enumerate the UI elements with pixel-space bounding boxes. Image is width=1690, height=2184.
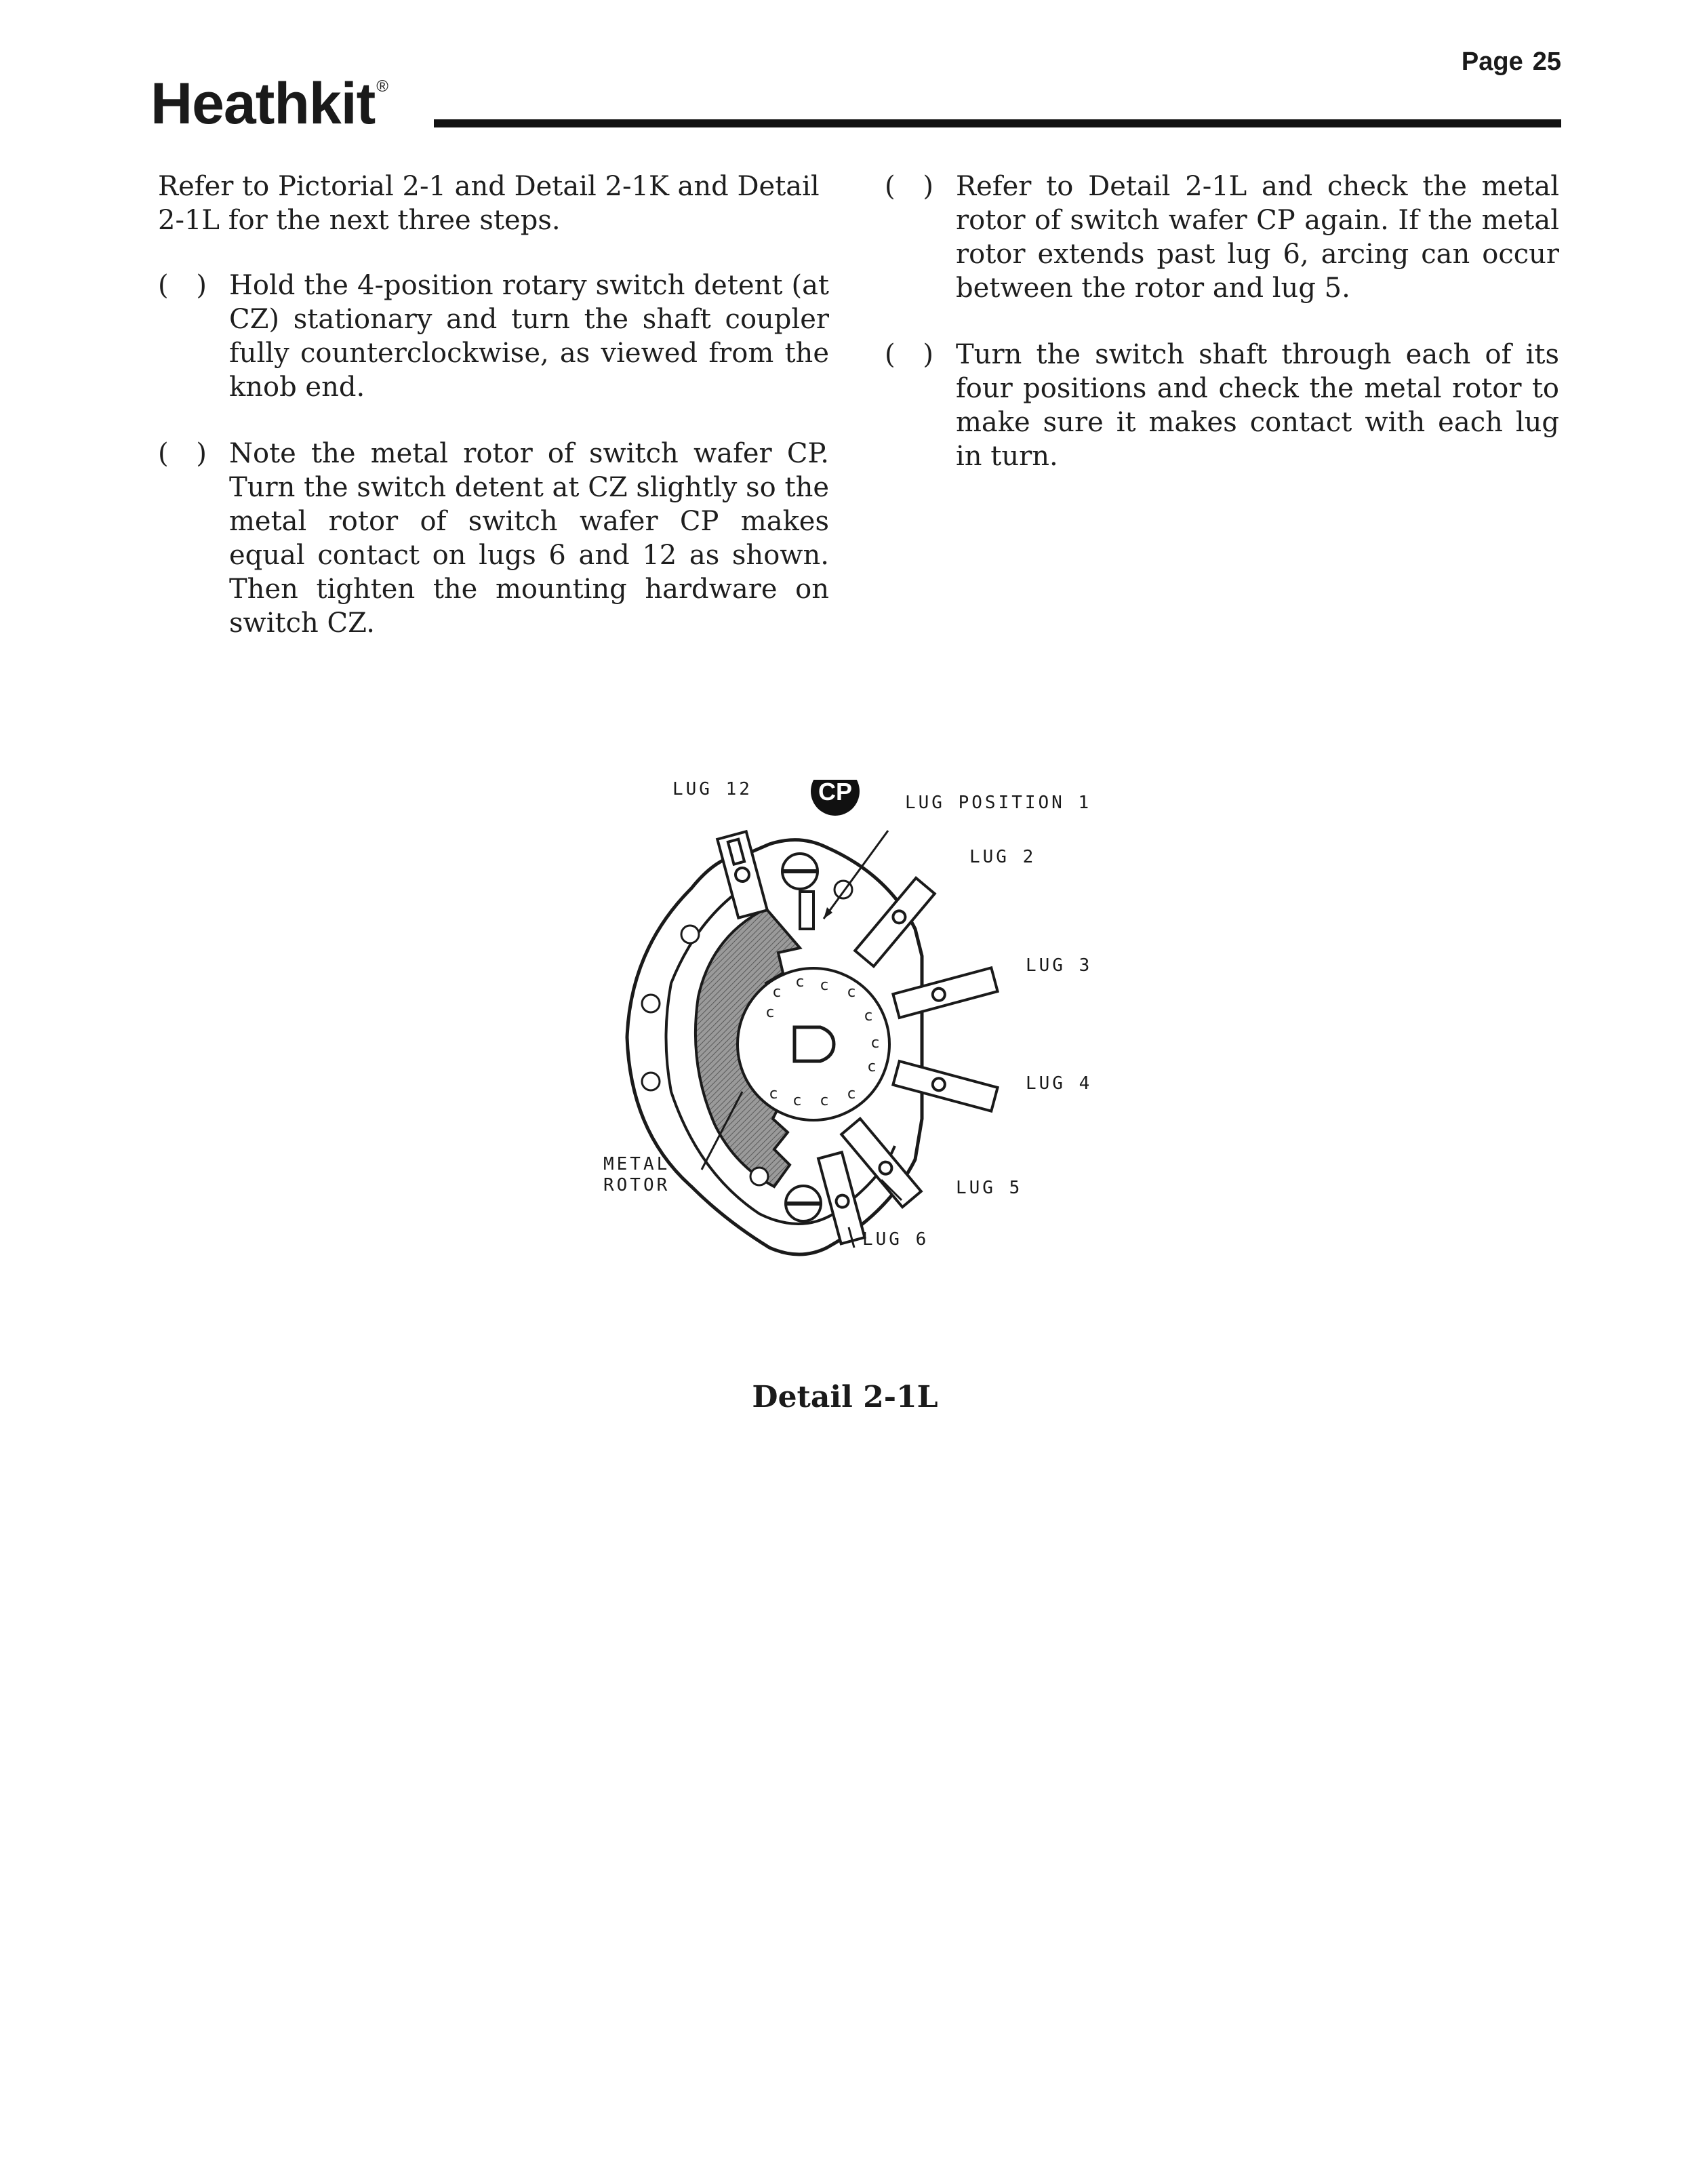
label-lug-6: LUG 6 bbox=[862, 1229, 929, 1250]
switch-wafer-figure bbox=[597, 780, 1139, 1295]
step-checkbox[interactable]: ( ) bbox=[158, 438, 216, 469]
svg-text:c: c bbox=[820, 977, 829, 994]
label-lug-2: LUG 2 bbox=[969, 847, 1037, 867]
header-rule bbox=[434, 119, 1561, 127]
brand-name: Heathkit bbox=[150, 71, 376, 136]
step-hold-detent bbox=[158, 269, 829, 404]
svg-text:c: c bbox=[847, 984, 856, 1001]
switch-wafer-drawing bbox=[597, 780, 1139, 1295]
label-rotor: ROTOR bbox=[603, 1175, 670, 1195]
page-label: Page bbox=[1461, 47, 1523, 76]
label-lug-3: LUG 3 bbox=[1026, 955, 1093, 976]
lug-4 bbox=[893, 1061, 997, 1111]
mount-screw-bottom bbox=[786, 1186, 821, 1221]
step-text: Note the metal rotor of switch wafer CP. Turn the switch detent at CZ slightly so the metal rotor of switch wafer CP makes equal contact on lugs 6 and 12 as shown. Then tighten the mounting hardware on switch CZ. bbox=[229, 438, 829, 639]
label-lug-position-1: LUG POSITION 1 bbox=[905, 793, 1092, 813]
step-turn-shaft bbox=[885, 338, 1559, 473]
lug-3 bbox=[893, 968, 997, 1018]
figure-caption: Detail 2-1L bbox=[752, 1380, 938, 1414]
cp-badge bbox=[811, 780, 860, 816]
svg-text:c: c bbox=[871, 1035, 880, 1052]
label-metal: METAL bbox=[603, 1154, 670, 1174]
label-lug-5: LUG 5 bbox=[956, 1178, 1023, 1198]
step-text: Turn the switch shaft through each of its four positions and check the metal rotor to make sure it makes contact with each lug in turn. bbox=[956, 339, 1559, 472]
right-column bbox=[885, 170, 1559, 506]
left-column bbox=[158, 170, 829, 673]
label-lug-12: LUG 12 bbox=[672, 780, 752, 799]
step-text: Hold the 4-position rotary switch detent (at CZ) stationary and turn the shaft coupler fully counterclockwise, as viewed from the knob end. bbox=[229, 270, 829, 403]
step-check-rotor bbox=[885, 170, 1559, 305]
svg-text:c: c bbox=[847, 1086, 856, 1103]
heathkit-logo bbox=[150, 71, 388, 136]
step-checkbox[interactable]: ( ) bbox=[885, 171, 943, 202]
svg-text:c: c bbox=[766, 1004, 775, 1021]
svg-text:c: c bbox=[868, 1058, 877, 1075]
svg-text:c: c bbox=[864, 1008, 873, 1025]
svg-text:c: c bbox=[793, 1092, 802, 1109]
shaft-hole bbox=[794, 1027, 834, 1061]
svg-text:c: c bbox=[773, 984, 782, 1001]
cp-label: CP bbox=[818, 780, 853, 806]
lug-12 bbox=[717, 831, 767, 917]
step-checkbox[interactable]: ( ) bbox=[885, 339, 943, 370]
label-lug-4: LUG 4 bbox=[1026, 1073, 1093, 1094]
svg-text:c: c bbox=[796, 974, 805, 991]
intro-paragraph: Refer to Pictorial 2-1 and Detail 2-1K and Detail 2-1L for the next three steps. bbox=[158, 171, 820, 236]
svg-text:c: c bbox=[769, 1086, 778, 1103]
lug-1 bbox=[800, 892, 813, 929]
lug-6 bbox=[818, 1152, 864, 1244]
mount-screw-top bbox=[782, 854, 818, 889]
svg-text:c: c bbox=[820, 1092, 829, 1109]
page-number bbox=[1462, 47, 1561, 77]
step-checkbox[interactable]: ( ) bbox=[158, 270, 216, 301]
step-text: Refer to Detail 2-1L and check the metal rotor of switch wafer CP again. If the metal rotor extends past lug 6, arcing can occur between the rotor and lug 5. bbox=[956, 171, 1559, 304]
registered-mark: ® bbox=[376, 77, 388, 96]
step-note-rotor bbox=[158, 437, 829, 640]
page-number-value: 25 bbox=[1532, 47, 1561, 76]
